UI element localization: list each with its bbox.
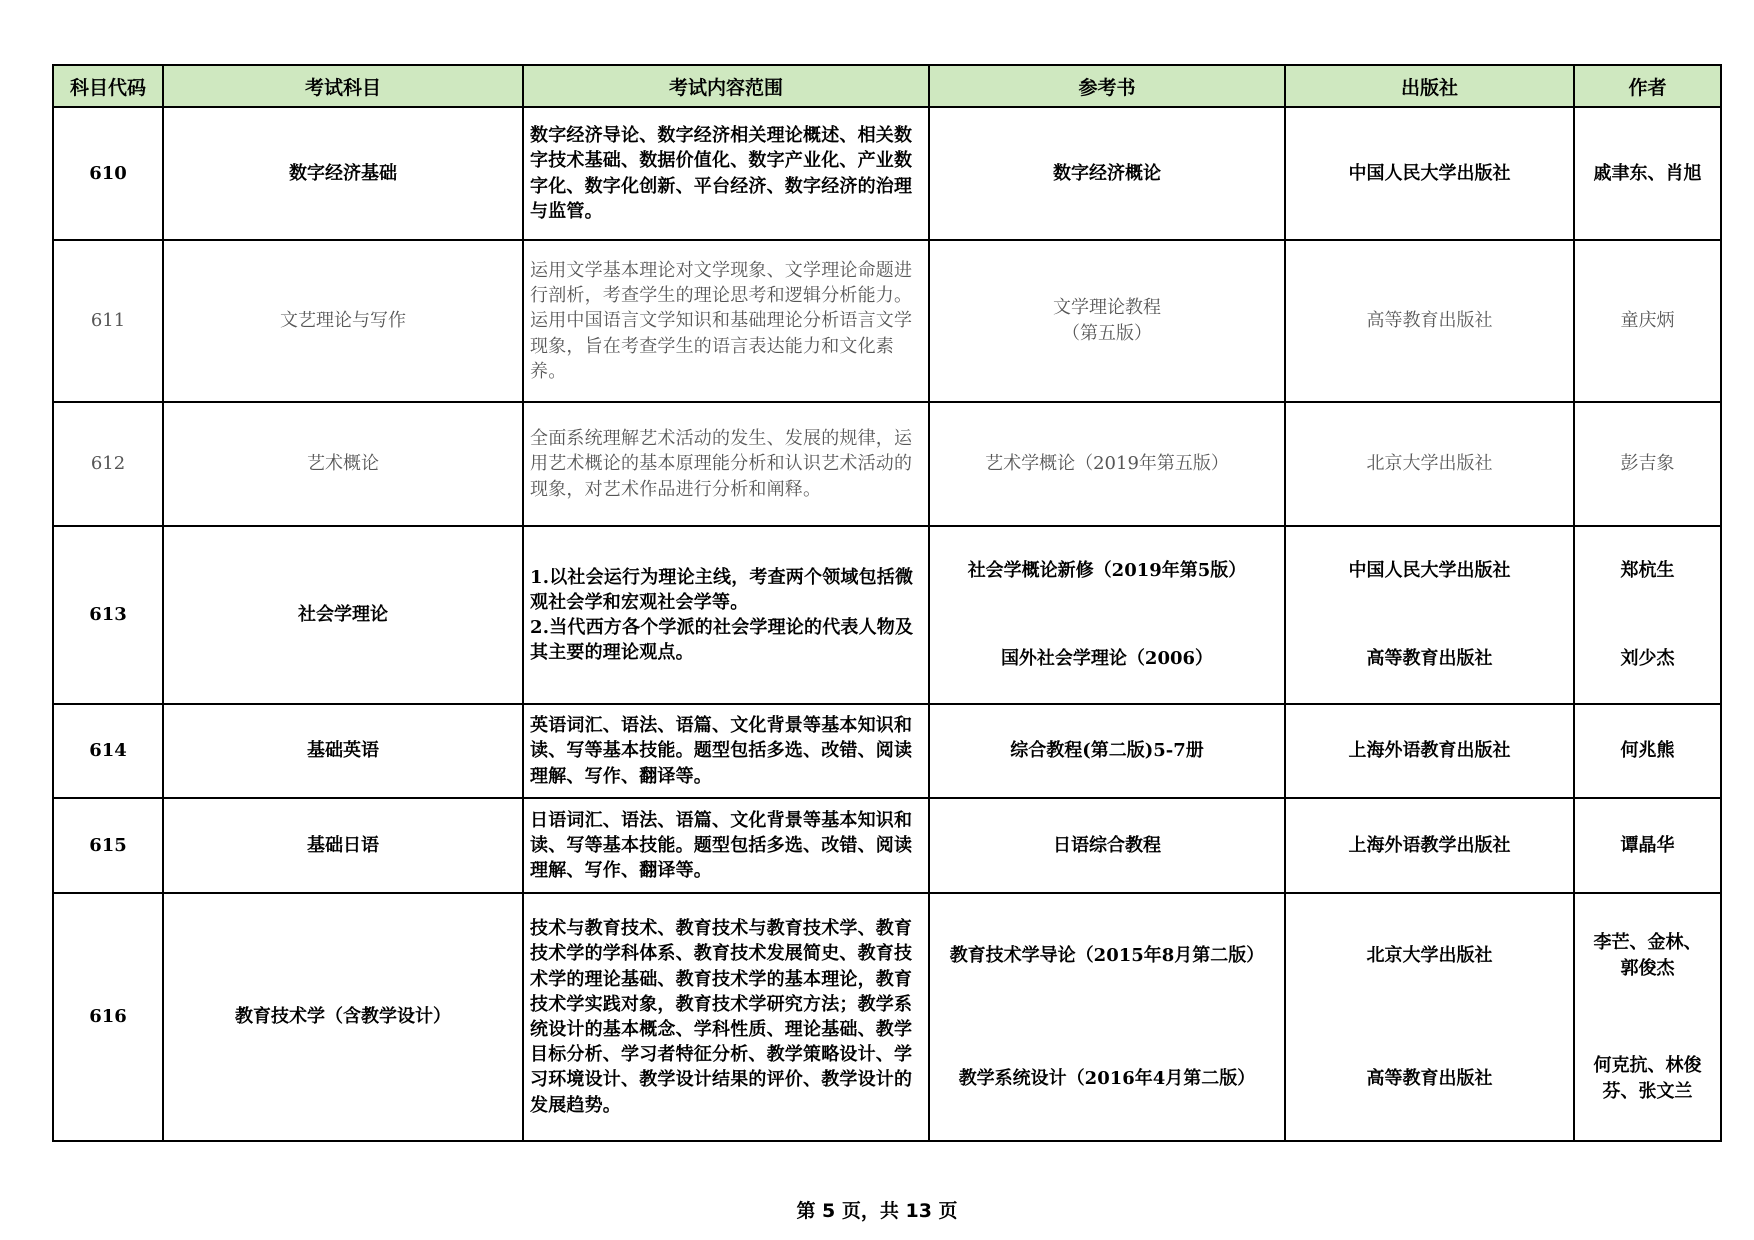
author-line: 芬、张文兰	[1602, 1080, 1693, 1102]
exam-range	[523, 526, 929, 704]
publisher: 高等教育出版社	[1285, 240, 1574, 402]
table-row	[53, 240, 1721, 402]
page-footer: 第 5 页，共 13 页	[796, 1200, 958, 1222]
table-row	[53, 107, 1721, 240]
header-author: 作者	[1574, 65, 1721, 107]
subject-name: 基础日语	[163, 798, 523, 893]
subject-code: 611	[53, 240, 163, 402]
author: 戚聿东、肖旭	[1574, 107, 1721, 240]
reference-book-cell	[929, 893, 1285, 1141]
table-row	[53, 704, 1721, 798]
author: 郑杭生	[1620, 560, 1675, 582]
publisher: 北京大学出版社	[1366, 944, 1493, 966]
subject-code: 615	[53, 798, 163, 893]
subject-name: 艺术概论	[163, 402, 523, 526]
publisher: 中国人民大学出版社	[1348, 560, 1511, 582]
author: 谭晶华	[1574, 798, 1721, 893]
author-cell	[1574, 893, 1721, 1141]
reference-book: 教学系统设计（2016年4月第二版）	[958, 1067, 1256, 1089]
exam-range: 日语词汇、语法、语篇、文化背景等基本知识和读、写等基本技能。题型包括多选、改错、阅读理解、写作、翻译等。	[523, 798, 929, 893]
subject-name: 教育技术学（含教学设计）	[163, 893, 523, 1141]
exam-range: 技术与教育技术、教育技术与教育技术学、教育技术学的学科体系、教育技术发展简史、教育技术学的理论基础、教育技术学的基本理论，教育技术学实践对象，教育技术学研究方法；教学系统设计的基本概念、学科性质、理论基础、教学目标分析、学习者特征分析、教学策略设计、学习环境设计、教学设计结果的评价、教学设计的发展趋势。	[523, 893, 929, 1141]
header-publisher: 出版社	[1285, 65, 1574, 107]
subject-name: 文艺理论与写作	[163, 240, 523, 402]
subject-code: 612	[53, 402, 163, 526]
header-subject: 考试科目	[163, 65, 523, 107]
publisher-cell	[1285, 526, 1574, 704]
author-line: 郭俊杰	[1620, 957, 1675, 979]
exam-range-line: 2.当代西方各个学派的社会学理论的代表人物及其主要的理论观点。	[530, 617, 914, 664]
author: 刘少杰	[1620, 648, 1675, 670]
reference-book: 综合教程(第二版)5-7册	[929, 704, 1285, 798]
table-row	[53, 526, 1721, 704]
exam-range-line: 运用中国语言文学知识和基础理论分析语言文学现象，旨在考查学生的语言表达能力和文化素养。	[530, 310, 913, 382]
table-row	[53, 402, 1721, 526]
exam-range: 数字经济导论、数字经济相关理论概述、相关数字技术基础、数据价值化、数字产业化、产业数字化、数字化创新、平台经济、数字经济的治理与监管。	[523, 107, 929, 240]
author	[1575, 930, 1720, 981]
publisher: 高等教育出版社	[1366, 648, 1493, 670]
reference-book	[929, 240, 1285, 402]
publisher: 北京大学出版社	[1285, 402, 1574, 526]
reference-book: 数字经济概论	[929, 107, 1285, 240]
exam-range-line: 1.以社会运行为理论主线，考查两个领域包括微观社会学和宏观社会学等。	[530, 566, 914, 613]
subject-code: 616	[53, 893, 163, 1141]
subject-name: 社会学理论	[163, 526, 523, 704]
author: 彭吉象	[1574, 402, 1721, 526]
author	[1575, 1053, 1720, 1104]
publisher-cell	[1285, 893, 1574, 1141]
header-code: 科目代码	[53, 65, 163, 107]
exam-range-line: 运用文学基本理论对文学现象、文学理论命题进行剖析，考查学生的理论思考和逻辑分析能力。	[530, 260, 913, 307]
publisher: 中国人民大学出版社	[1285, 107, 1574, 240]
exam-range: 全面系统理解艺术活动的发生、发展的规律，运用艺术概论的基本原理能分析和认识艺术活动的现象，对艺术作品进行分析和阐释。	[523, 402, 929, 526]
reference-book: 社会学概论新修（2019年第5版）	[967, 560, 1247, 582]
header-row	[53, 65, 1721, 107]
reference-book-cell	[929, 526, 1285, 704]
reference-book: 国外社会学理论（2006）	[1000, 648, 1214, 670]
author: 何兆熊	[1574, 704, 1721, 798]
subject-code: 614	[53, 704, 163, 798]
reference-book: 日语综合教程	[929, 798, 1285, 893]
subject-code: 610	[53, 107, 163, 240]
author-line: 李芒、金林、	[1593, 931, 1702, 953]
subject-name: 基础英语	[163, 704, 523, 798]
publisher: 上海外语教学出版社	[1285, 798, 1574, 893]
author-line: 何克抗、林俊	[1593, 1054, 1702, 1076]
publisher: 高等教育出版社	[1366, 1067, 1493, 1089]
table-row	[53, 798, 1721, 893]
publisher: 上海外语教育出版社	[1285, 704, 1574, 798]
header-book: 参考书	[929, 65, 1285, 107]
exam-subject-table	[52, 64, 1722, 1142]
exam-range	[523, 240, 929, 402]
table-row	[53, 893, 1721, 1141]
subject-code: 613	[53, 526, 163, 704]
subject-name: 数字经济基础	[163, 107, 523, 240]
reference-book: 教育技术学导论（2015年8月第二版）	[949, 944, 1265, 966]
reference-book-title: 文学理论教程	[1053, 297, 1161, 319]
header-range: 考试内容范围	[523, 65, 929, 107]
reference-book: 艺术学概论（2019年第五版）	[929, 402, 1285, 526]
author: 童庆炳	[1574, 240, 1721, 402]
reference-book-edition: （第五版）	[1062, 323, 1152, 344]
author-cell	[1574, 526, 1721, 704]
exam-range: 英语词汇、语法、语篇、文化背景等基本知识和读、写等基本技能。题型包括多选、改错、阅读理解、写作、翻译等。	[523, 704, 929, 798]
